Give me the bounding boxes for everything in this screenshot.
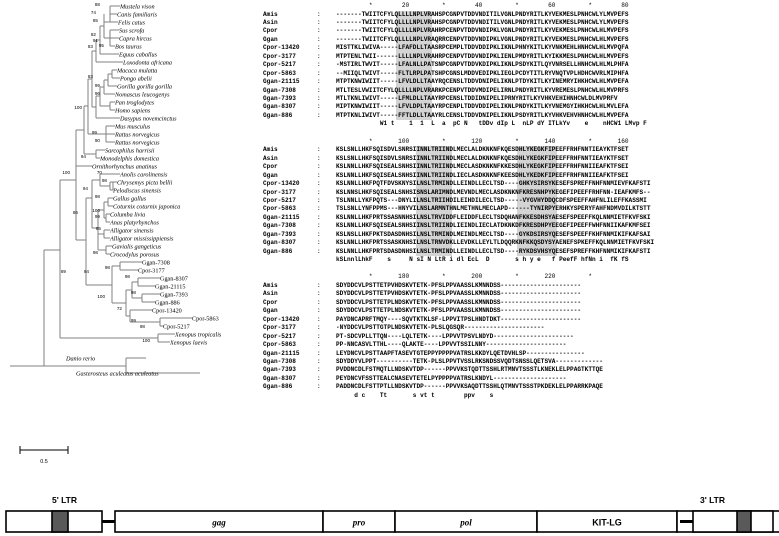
taxon-label: Homo sapiens: [115, 107, 151, 115]
alignment-row: [263, 282, 779, 290]
sequence-residues: KSLSNLLHKFSQISDVLSNRSIINNLTRIINDLMECLALDKNKNFKQESDHLYKEGKFIPEEFFRHFNNTIEAYKTFSET: [336, 146, 629, 154]
taxon-label: Xenopus laevis: [170, 339, 208, 347]
sequence-residues: SDYDDCVLPSTTETPVHDSKVTETK-PFSLPPVAASSLKMNNDSS----------------------: [336, 290, 582, 298]
bootstrap-value: 85: [92, 18, 98, 23]
sequence-name: Ggan-7308: [263, 357, 296, 365]
bootstrap-value: 100: [74, 105, 82, 110]
sequence-residues: -NYDDCVLPSTTGTPLNDSKVTETK-PLSLQGSQR----------------------: [336, 324, 545, 332]
alignment-row: [263, 290, 779, 298]
alignment-block: [263, 138, 779, 265]
taxon-label: Cpor-5217: [163, 323, 190, 331]
taxon-label: Monodelphis domestica: [100, 155, 159, 163]
row-separator: :: [317, 247, 321, 255]
sequence-residues: LEYDNCVLPSTTAAPFTASEVTGTEPPYPPPPVATRSLKKDYLQETDVHLSP----------------: [336, 349, 585, 357]
taxon-label: Crocodylus porosus: [110, 251, 160, 259]
sequence-name: Cpor-5217: [263, 196, 296, 204]
sequence-residues: TSLSNLLYNFPPMS---HNYVILNSLARMNTHNLMETHNLMECLAPD------TYNIRPYERHKYSPERYFAHFNDMVDILKTSTT: [336, 205, 651, 213]
consensus-line: W1 t 1 1 L a pC N tDDv dIp L nLP dY ITLkYv e nHCW1 LMvp F: [336, 120, 647, 128]
taxon-label: Nomascus leucogenys: [115, 91, 170, 99]
taxon-label: Gallus gallus: [113, 195, 147, 203]
taxon-label: Macaca mulatta: [117, 67, 158, 75]
sequence-name: Ggan-7393: [263, 94, 296, 102]
sequence-residues: TSLNNLLYKFPQTS---DNYLILNSLTRIIHDILEIHDILECLTSD-----VYGVHYDDQCDFSPEEFFAHFNLILEFFKASSMI: [336, 196, 647, 204]
sequence-residues: KSLNNLLHKFSQISEALSNHSIINSLTRIINDLIEINDLIECLATDKNKDFKRESDHPYEEGEFIPEEFFWHFNNIIKAFKMFSEI: [336, 222, 651, 230]
alignment-row: [263, 214, 779, 222]
sequence-residues: KSLNNLLHKFPRTSSASNNHSILNSLTRVIDDFLEIDDFLECLTSDQHANFKKESDHSYAESEFSPEEFFKQLNNMIETFKVFSKI: [336, 213, 651, 221]
taxon-label: Danio rerio: [66, 355, 96, 363]
row-separator: :: [317, 298, 321, 306]
bootstrap-value: 72: [116, 306, 122, 311]
taxon-label: Loxodonta africana: [123, 59, 172, 67]
bootstrap-value: 94: [80, 154, 86, 159]
sequence-residues: KSLNNLLHKFSQISEALSNHSIINNLTRIINDLMECLASDKNKNFKKESDHLYKEGKFIPEEFFRHFNNIIEAFKTFSEI: [336, 163, 629, 171]
sequence-name: Ggan-8307: [263, 374, 296, 382]
row-separator: :: [317, 69, 321, 77]
row-separator: :: [317, 222, 321, 230]
sequence-name: Ggan-7393: [263, 366, 296, 374]
taxon-label: Bos taurus: [115, 43, 142, 51]
alignment-row: [263, 307, 779, 315]
alignment-ruler: * 180 * 200 * 220 *: [336, 273, 592, 281]
alignment-row: [263, 248, 779, 256]
sequence-residues: MTLTESLVWIITCFYLQLLLLNPLVRARKPCENPVTDDVMDIPELIRNLPNDYRITLKYVREMESLPNHCWLHLMVPRFS: [336, 86, 629, 94]
alignment-row: [263, 70, 779, 78]
bootstrap-value: 100: [92, 208, 100, 213]
taxon-label: Columba livia: [110, 211, 146, 219]
sequence-name: Cpor-13420: [263, 44, 300, 52]
bootstrap-value: 98: [101, 178, 107, 183]
taxon-label: Canis familiaris: [117, 11, 158, 19]
sequence-name: Ggan-886: [263, 383, 293, 391]
bootstrap-value: 85: [95, 226, 101, 231]
sequence-alignment-panel: [263, 2, 779, 489]
bootstrap-value: 99: [130, 318, 136, 323]
sequence-residues: -------TWIITCFYLQLLLLNPLVRAHRPCENPVTDDVNDIPKLVGNLPNDYRITLKYVEKMESLPNHCWLHLMVPEFS: [336, 27, 629, 35]
scale-bar-label: 0.5: [40, 459, 48, 465]
taxon-label: Ggan-7308: [142, 259, 170, 267]
gene-label: pol: [460, 517, 472, 528]
sequence-residues: PVDDNCDLFSTMQTLLNDSKVTDP------PPVVKSTQDTTSSHLRTMNVTSSSTLKNEKLELPPAGTKTTQE: [336, 366, 603, 374]
sequence-residues: KSLSNLLHKFSQISDVLSNRSIINNLTRIINDLMECLALDKNKNFKQESDHLYKEGKFIPEEFFRHFNNTIEAYKTFSET: [336, 154, 629, 162]
sequence-residues: PT-SDCVPLLTTQN----LQLTETK----LPPVVTPSVLNDYD----------------------: [336, 332, 574, 340]
taxon-label: Rattus norvegicus: [115, 131, 160, 139]
taxon-label: Dasypus novemcinctus: [120, 115, 177, 123]
bootstrap-value: 98: [130, 290, 136, 295]
row-separator: :: [317, 383, 321, 391]
taxon-label: Anolis carolinensis: [120, 171, 168, 179]
bootstrap-value: 91: [92, 38, 98, 43]
sequence-residues: -MSTIRLTWVIT-----LFALNLLPATSNPCGNPVTDDVKDIPKLIKNLPSDYKITLQYVNRSELLHNHCWLHLMLPHFA: [336, 61, 629, 69]
sequence-residues: KSLNNSLHKFSQISEALSNHSISNSLARIMNDLMEVNDLMECLASDKNKNFKRESNHPYKEGEFIPEEFFRHFNN-IEAFKMFS--: [336, 188, 651, 196]
sequence-residues: MIPTKNWIWIIT-----LFVLDPLTAAYRPCENPLTDDVDDIPELIKNLPNDYKITLKYVNEMGYIHKHCWLHLMVLEFA: [336, 103, 629, 111]
taxon-label: Pongo abelii: [120, 75, 152, 83]
taxon-label: Chrysemys picta bellii: [117, 179, 173, 187]
sequence-name: Cpor-5863: [263, 341, 296, 349]
sequence-name: Cpor-5863: [263, 205, 296, 213]
row-separator: :: [317, 180, 321, 188]
bootstrap-value: 100: [62, 170, 70, 175]
row-separator: :: [317, 35, 321, 43]
bootstrap-value: 98: [92, 250, 98, 255]
alignment-row: [263, 112, 779, 120]
alignment-row: [263, 197, 779, 205]
sequence-residues: MTPTKNWIWIIT-----LFVLDLLTAAYRQCENSLTDDVDNIPELIKNLPTDYKITLKYINEMRYIHKHCWLHLMVPEFA: [336, 78, 629, 86]
bootstrap-value: 83: [87, 44, 93, 49]
taxon-label: Gasterosteus aculeatus aculeatus: [76, 370, 159, 378]
bootstrap-value: 100: [97, 294, 105, 299]
bootstrap-value: 99: [91, 130, 97, 135]
alignment-row: [263, 19, 779, 27]
sequence-name: Ggan-8307: [263, 239, 296, 247]
taxon-label: Cpor-13420: [152, 307, 182, 315]
sequence-name: Asin: [263, 154, 278, 162]
taxon-label: Xenopus tropicalis: [175, 331, 222, 339]
sequence-residues: SDYDDCVLPSTTETPLNDSKVTETK-PFSLPPVAASSLKMNNDSS----------------------: [336, 307, 582, 315]
sequence-name: Amis: [263, 146, 278, 154]
alignment-row: [263, 27, 779, 35]
sequence-name: Cpor: [263, 163, 278, 171]
sequence-name: Ggan-21115: [263, 349, 300, 357]
sequence-residues: PADDNCDLFSTTPTLLNDSKVTDP------PPVVKSAQDTTSSHLQTMNVTSSSTPKDEKLELPPARRKPAQE: [336, 383, 603, 391]
alignment-row: [263, 366, 779, 374]
sequence-residues: MISTTKLIWIVA-----LFAFDLLTAASRPCEMPLTDDVDDIPKLIKNLPHNYKITLKYVNKMEHLHNHCWLHLMVPQFA: [336, 44, 629, 52]
alignment-row: [263, 299, 779, 307]
sequence-name: Cpor-3177: [263, 188, 296, 196]
row-separator: :: [317, 146, 321, 154]
sequence-name: Cpor-3177: [263, 324, 296, 332]
taxon-label: Coturnix coturnix japonica: [113, 203, 181, 211]
bootstrap-value: 86: [72, 210, 78, 215]
alignment-row: [263, 87, 779, 95]
provirus-svg: [0, 508, 779, 536]
row-separator: :: [317, 213, 321, 221]
row-separator: :: [317, 349, 321, 357]
sequence-residues: -------TWIITCFYLQLLLLNPLVRAHSPCGNPVTDDVNDITILVGNLPNDYRITLKYVEKMESLPNHCWLYLMVPEFS: [336, 19, 629, 27]
alignment-ruler: * 20 * 40 * 60 * 80: [336, 2, 629, 9]
bootstrap-value: 95: [98, 43, 104, 48]
alignment-row: [263, 375, 779, 383]
sequence-name: Ggan: [263, 171, 278, 179]
alignment-row: [263, 324, 779, 332]
sequence-name: Cpor-13420: [263, 315, 300, 323]
sequence-residues: SDYDDCVLPSTTETPLNDSKVTETK-PFSLPPVAASSLKMNNDSS----------------------: [336, 298, 582, 306]
row-separator: :: [317, 374, 321, 382]
sequence-name: Asin: [263, 19, 278, 27]
provirus-structure-diagram: [0, 495, 779, 535]
alignment-row: [263, 36, 779, 44]
sequence-residues: MTLTKNLIWIVT-----LFMLDLLTAAYRPCENSLTDDIDNIPELIPRNYRITLKYVHKVEHIHNHCWLDLMVPRFV: [336, 94, 618, 102]
gene-label: gag: [212, 517, 226, 528]
taxon-label: Pan troglodytes: [115, 99, 155, 107]
row-separator: :: [317, 103, 321, 111]
row-separator: :: [317, 44, 321, 52]
sequence-residues: KSLNNLLHKFPRTSDASDNHSILNSLTRMINDLLEINDLLECLTSD----RYKDSVHSYQESEFSPREFFKHFNNMIKIFKAFSTI: [336, 247, 651, 255]
tree-topology-svg: [0, 0, 262, 492]
bootstrap-value: 96: [94, 91, 100, 96]
sequence-residues: PP-NNCASVLTTHL----QLAKTE----LPPVVTSSILNNY----------------------: [336, 341, 567, 349]
taxon-label: Sus scrofa: [119, 27, 145, 35]
bootstrap-value: 90: [94, 138, 100, 143]
alignment-row: [263, 61, 779, 69]
sequence-name: Ggan-886: [263, 111, 293, 119]
alignment-row: [263, 358, 779, 366]
taxon-label: Rattus norvegicus: [115, 139, 160, 147]
gene-label: pro: [352, 517, 366, 528]
taxon-label: Mustela vison: [120, 3, 155, 11]
sequence-name: Ggan-21115: [263, 213, 300, 221]
alignment-block: [263, 273, 779, 400]
alignment-row: [263, 205, 779, 213]
sequence-name: Cpor-5863: [263, 69, 296, 77]
sequence-residues: PEYDNCVFSSTTEALCNASEVTETELPYPPPPVATRSLKNDYL--------------------: [336, 374, 567, 382]
taxon-label: Alligator mississippiensis: [110, 235, 174, 243]
sequence-name: Ggan-21115: [263, 78, 300, 86]
sequence-name: Amis: [263, 10, 278, 18]
sequence-residues: KSLNNLLHKFPQTFDVSKNYSILNSLTRMINDLLEINDLLECLTSD----GHKYSIRSYKESEFSPREFFNHFNNMIEVFKAFSTI: [336, 180, 651, 188]
taxon-label: Ggan-886: [155, 299, 180, 307]
alignment-row: [263, 163, 779, 171]
bootstrap-value: 99: [94, 214, 100, 219]
row-separator: :: [317, 61, 321, 69]
bootstrap-value: 98: [104, 265, 110, 270]
row-separator: :: [317, 94, 321, 102]
five-prime-ltr-label: 5' LTR: [52, 495, 78, 505]
sequence-name: Cpor: [263, 27, 278, 35]
sequence-residues: SDYDDCVLPSTTETPVHDSKVTETK-PFSLPPVAASSLKMNNDSS----------------------: [336, 282, 582, 290]
bootstrap-value: 100: [142, 338, 150, 343]
sequence-residues: -------TWIITCFYLQLLLLNPLVRAHSPCGNPVTDDVNDITILVGNLPNDYRITLKYVEKMESLPNHCWLYLMVPEFS: [336, 10, 629, 18]
taxon-label: Pelodiscus sinensis: [113, 187, 161, 195]
row-separator: :: [317, 52, 321, 60]
phylogenetic-tree-panel: [0, 0, 262, 492]
alignment-block: [263, 2, 779, 129]
row-separator: :: [317, 324, 321, 332]
row-separator: :: [317, 366, 321, 374]
bootstrap-value: 98: [94, 194, 100, 199]
row-separator: :: [317, 290, 321, 298]
bootstrap-value: 70: [96, 170, 102, 175]
sequence-name: Ggan-7308: [263, 222, 296, 230]
alignment-row: [263, 239, 779, 247]
sequence-name: Ggan-886: [263, 247, 293, 255]
sequence-name: Cpor: [263, 298, 278, 306]
sequence-residues: MTPTENLTWII------LLLLNPLVRAHRPCENPVTDDVNDIPKLIENLPMDYRITLKYIKKMESLPNHCWLHLMVPEFS: [336, 52, 629, 60]
alignment-row: [263, 78, 779, 86]
bootstrap-value: 74: [90, 10, 96, 15]
alignment-row: [263, 146, 779, 154]
row-separator: :: [317, 154, 321, 162]
alignment-row: [263, 53, 779, 61]
alignment-ruler: * 100 * 120 * 140 * 160: [336, 137, 629, 145]
alignment-row: [263, 341, 779, 349]
row-separator: :: [317, 332, 321, 340]
alignment-row: [263, 11, 779, 19]
taxon-label: Ggan-7393: [160, 291, 188, 299]
taxon-label: Capra hircus: [119, 35, 152, 43]
bootstrap-value: 89: [60, 269, 66, 274]
bootstrap-value: 82: [90, 32, 96, 37]
row-separator: :: [317, 357, 321, 365]
taxon-label: Felis catus: [118, 19, 145, 27]
row-separator: :: [317, 315, 321, 323]
alignment-row: [263, 350, 779, 358]
bootstrap-value: 99: [94, 83, 100, 88]
row-separator: :: [317, 111, 321, 119]
taxon-label: Ggan-21115: [155, 283, 186, 291]
row-separator: :: [317, 239, 321, 247]
row-separator: :: [317, 78, 321, 86]
alignment-row: [263, 44, 779, 52]
row-separator: :: [317, 10, 321, 18]
taxon-label: Ornithorhynchus anatinus: [92, 163, 158, 171]
alignment-row: [263, 316, 779, 324]
scale-bar: [20, 446, 68, 454]
row-separator: :: [317, 341, 321, 349]
taxon-label-group: [65, 3, 222, 377]
row-separator: :: [317, 307, 321, 315]
taxon-label: Gavialis gangeticus: [112, 243, 162, 251]
sequence-name: Ggan-8307: [263, 103, 296, 111]
bootstrap-value: 98: [124, 274, 130, 279]
alignment-row: [263, 231, 779, 239]
taxon-label: Cpor-5863: [192, 315, 219, 323]
sequence-name: Cpor-13420: [263, 180, 300, 188]
row-separator: :: [317, 282, 321, 290]
taxon-label: Equus caballus: [119, 51, 157, 59]
sequence-residues: SDYDDYVLPPT----------TETK-PLSLPPVTVSSLRKSNDSSVQDTSNSSLQETSVA-------------: [336, 357, 603, 365]
bootstrap-value: 83: [87, 74, 93, 79]
row-separator: :: [317, 196, 321, 204]
taxon-label: Sarcophilus harrisii: [105, 147, 155, 155]
taxon-label: Alligator sinensis: [110, 227, 154, 235]
gene-label: KIT-LG: [592, 517, 622, 528]
bootstrap-value: 98: [139, 324, 145, 329]
consensus-line: kSLnnlLhkF s N sI N LtR i dl EcL D s h y e f PeefF hfNn i fK fS: [336, 256, 629, 263]
sequence-residues: KSLNSLLHKFPKTSDASDNHSILNSLTRMINDLMEINDLMECLTSD----GYKDSIRSYQESEFSPEEFFKHFNNMIKIFKAFSAI: [336, 230, 651, 238]
row-separator: :: [317, 27, 321, 35]
row-separator: :: [317, 188, 321, 196]
sequence-name: Ggan: [263, 35, 278, 43]
alignment-row: [263, 222, 779, 230]
sequence-name: Ggan-7393: [263, 230, 296, 238]
sequence-name: Cpor-5217: [263, 61, 296, 69]
sequence-name: Asin: [263, 290, 278, 298]
row-separator: :: [317, 86, 321, 94]
bootstrap-value: 94: [83, 269, 89, 274]
row-separator: :: [317, 19, 321, 27]
row-separator: :: [317, 205, 321, 213]
sequence-name: Ggan: [263, 307, 278, 315]
bootstrap-value: 88: [94, 2, 100, 7]
alignment-row: [263, 103, 779, 111]
sequence-name: Cpor-3177: [263, 52, 296, 60]
alignment-row: [263, 383, 779, 391]
alignment-row: [263, 95, 779, 103]
sequence-name: Ggan-7308: [263, 86, 296, 94]
sequence-residues: KSLNNLLHKFSQISEALSNHSIINNLTRIINDLIECLASDKNKNFKEESDHLYKEDKFIPEEFFRHFNNIIEAFKTFSEI: [336, 171, 629, 179]
sequence-residues: --MIIQLTWIVT-----FLTLRPLPATSHPCGNSLMDDVEDIPKLIEGLPCDYTITLRYVNQTVPLHDHCWVRLMIPHFA: [336, 69, 629, 77]
bootstrap-value: 94: [82, 186, 88, 191]
taxon-label: Gorilla gorilla gorilla: [117, 83, 173, 91]
alignment-row: [263, 155, 779, 163]
alignment-row: [263, 189, 779, 197]
alignment-row: [263, 333, 779, 341]
sequence-name: Amis: [263, 282, 278, 290]
sequence-residues: KSLNNLLHKFPRTSSASKNHSILNSLTRNVDKLLEVDKLLEYLTLDQQRKNFKKQSDYSYAENEFSPKEFFKQLNNMIETFKVFSKI: [336, 239, 655, 247]
taxon-label: Anas platyrhynchos: [110, 219, 159, 227]
alignment-row: [263, 180, 779, 188]
sequence-residues: MTPTKNLIWIVT-----FFTLDLLTAAYRLCENSLTDDVDNIPELIKNLPSDYRITLKYVHKVEHVHNHCWLHLMVPEFA: [336, 111, 629, 119]
sequence-residues: -------TWIITCFYLQLLLLNPLVRAQRRCENPVTDDVNDIPKLVGNLPNDYRITLKYVEKMESLPNHCWLHLMVPEFS: [336, 35, 629, 43]
alignment-row: [263, 172, 779, 180]
taxon-label: Cpor-3177: [138, 267, 165, 275]
sequence-residues: PAYDNCAPRFTMQY----SQVTKTKLSF-LPPVITPSLHNDTDKT----------------------: [336, 315, 582, 323]
sequence-name: Cpor-5217: [263, 332, 296, 340]
taxon-label: Ggan-8307: [160, 275, 188, 283]
taxon-label: Mus musculus: [115, 123, 151, 131]
row-separator: :: [317, 171, 321, 179]
consensus-line: d c Tt s vt t ppv s: [336, 391, 494, 399]
row-separator: :: [317, 163, 321, 171]
three-prime-ltr-label: 3' LTR: [700, 495, 726, 505]
row-separator: :: [317, 230, 321, 238]
